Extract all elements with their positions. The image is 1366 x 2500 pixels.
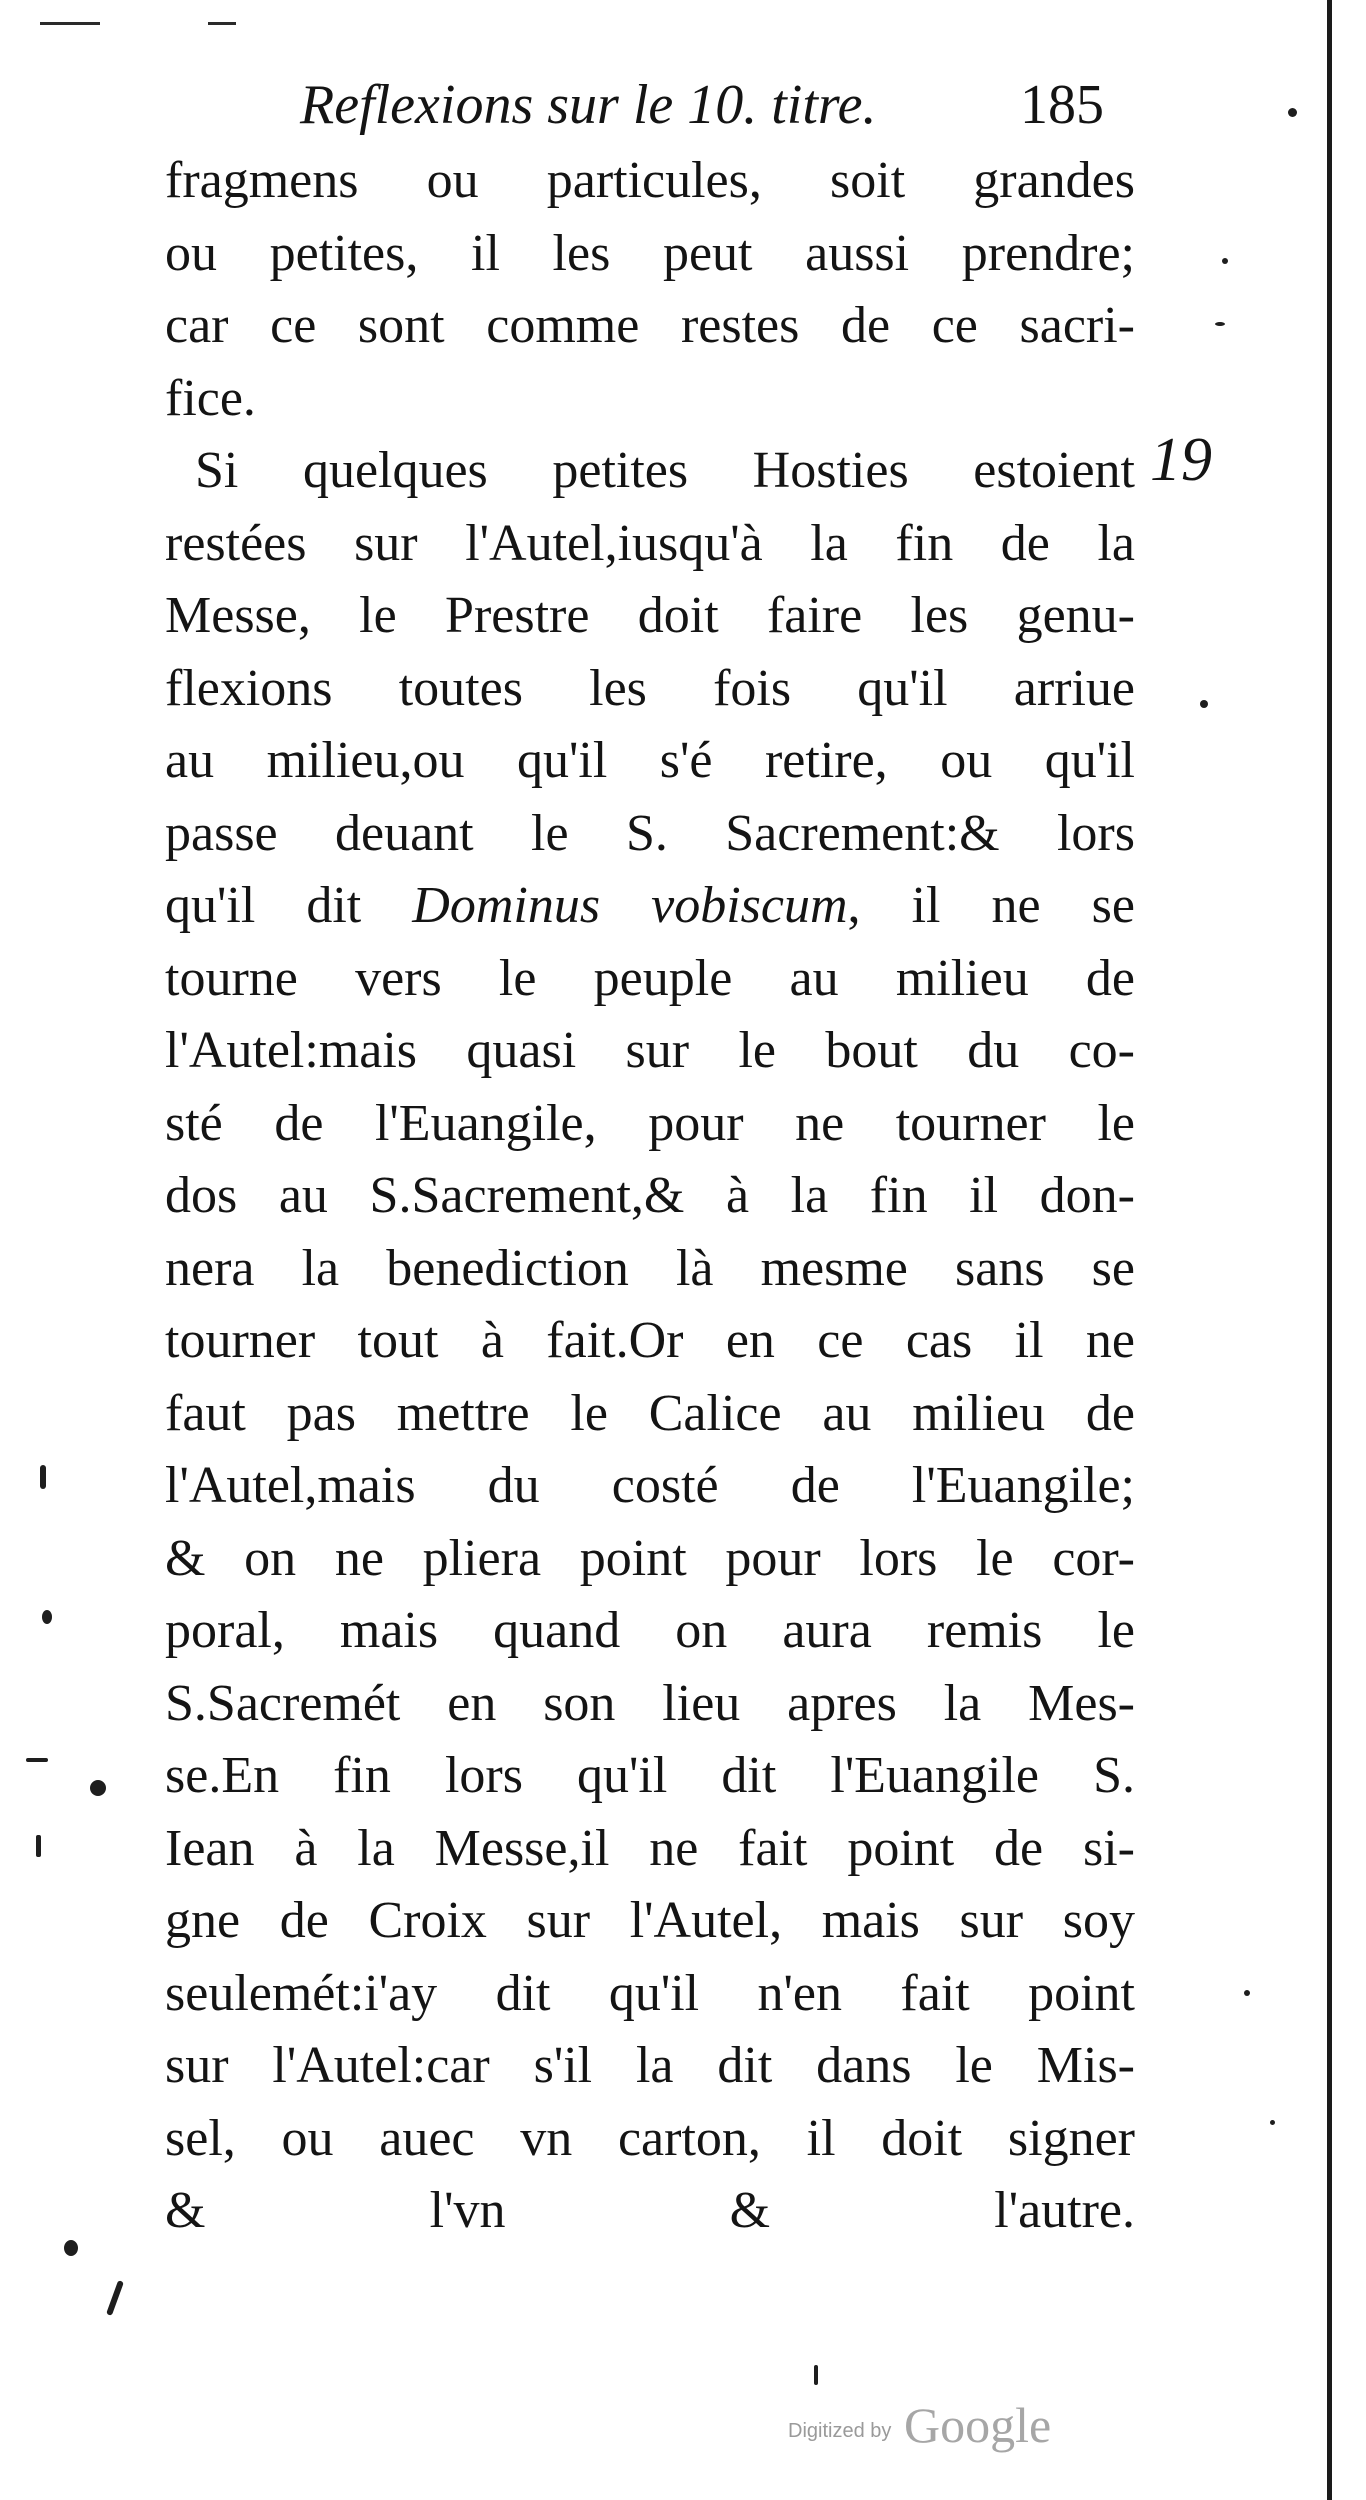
margin-paragraph-number: 19 <box>1150 426 1212 494</box>
scan-mark <box>40 22 100 25</box>
scan-speck <box>1244 1990 1250 1996</box>
text-line: Messe, le Prestre doit faire les genu- <box>165 587 1135 644</box>
scan-speck <box>90 1780 106 1796</box>
running-title: Reflexions sur le 10. titre. <box>300 74 877 136</box>
text-line: sur l'Autel:car s'il la dit dans le Mis- <box>165 2037 1135 2094</box>
scan-mark <box>208 22 236 25</box>
digitized-label: Digitized by <box>788 2420 892 2442</box>
scan-speck <box>106 2280 124 2316</box>
text-line: & l'vn & l'autre. <box>165 2182 1135 2239</box>
scan-speck <box>36 1835 41 1857</box>
scan-speck <box>26 1758 48 1762</box>
text-line: S.Sacremét en son lieu apres la Mes- <box>165 1674 1135 1732</box>
text-line: flexions toutes les fois qu'il arriue <box>165 659 1135 717</box>
scan-speck <box>40 1465 46 1489</box>
digitized-by-google-watermark <box>788 2396 1068 2466</box>
text-line: passe deuant le S. Sacrement:& lors <box>165 804 1135 862</box>
page-edge-rule <box>1327 0 1332 2500</box>
google-logo: Google <box>904 2397 1052 2453</box>
text-line: restées sur l'Autel,iusqu'à la fin de la <box>165 514 1135 572</box>
text-line: faut pas mettre le Calice au milieu de <box>165 1384 1135 1442</box>
text-line <box>165 2248 1135 2321</box>
text-line: fice. <box>165 369 256 427</box>
text-line: gne de Croix sur l'Autel, mais sur soy <box>165 1892 1135 1949</box>
text-line: Iean à la Messe,il ne fait point de si- <box>165 1819 1135 1877</box>
scan-speck <box>42 1610 52 1624</box>
text-line: tourner tout à fait.Or en ce cas il ne <box>165 1312 1135 1369</box>
latin-phrase: Dominus vobiscum <box>412 877 848 934</box>
text-line: l'Autel:mais quasi sur le bout du co- <box>165 1022 1135 1079</box>
scan-speck <box>1222 258 1228 264</box>
text-line: poral, mais quand on aura remis le <box>165 1602 1135 1659</box>
text-line: nera la benediction là mesme sans se <box>165 1239 1135 1297</box>
scan-speck <box>1200 700 1208 708</box>
text-line: au milieu,ou qu'il s'é retire, ou qu'il <box>165 732 1135 789</box>
scan-speck <box>1270 2120 1275 2125</box>
text-line: se.En fin lors qu'il dit l'Euangile S. <box>165 1747 1135 1804</box>
scan-speck <box>64 2240 78 2256</box>
body-text <box>165 145 1135 2320</box>
text-line: tourne vers le peuple au milieu de <box>165 949 1135 1007</box>
scan-speck <box>1215 322 1225 326</box>
text-line: sté de l'Euangile, pour ne tourner le <box>165 1094 1135 1152</box>
text-line: seulemét:i'ay dit qu'il n'en fait point <box>165 1964 1135 2022</box>
scan-speck <box>814 2365 818 2385</box>
page-number: 185 <box>1020 74 1104 136</box>
text-line: qu'il dit Dominus vobiscum, il ne se <box>165 877 1135 934</box>
text-line: Si quelques petites Hosties estoient <box>195 442 1135 499</box>
text-line: & on ne pliera point pour lors le cor- <box>165 1529 1135 1587</box>
scan-speck <box>1288 108 1297 117</box>
text-line: l'Autel,mais du costé de l'Euangile; <box>165 1457 1135 1514</box>
text-line: dos au S.Sacrement,& à la fin il don- <box>165 1167 1135 1224</box>
text-line: sel, ou auec vn carton, il doit signer <box>165 2109 1135 2167</box>
page-header <box>300 60 1140 150</box>
text-line: fragmens ou particules, soit grandes <box>165 152 1135 209</box>
text-line: car ce sont comme restes de ce sacri- <box>165 297 1135 354</box>
text-line: ou petites, il les peut aussi prendre; <box>165 224 1135 282</box>
